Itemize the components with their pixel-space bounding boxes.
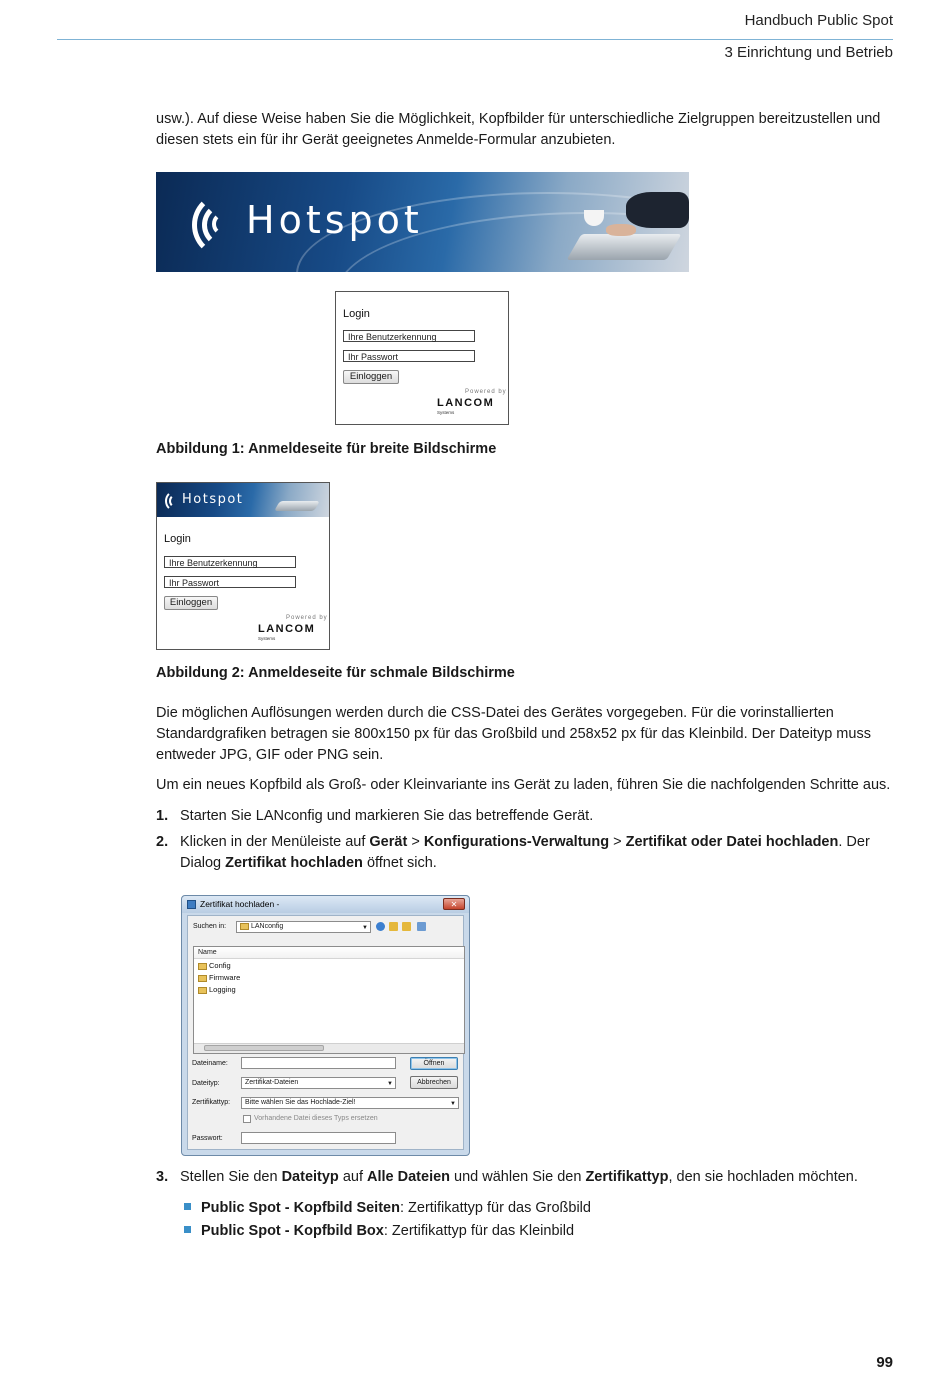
open-button[interactable]: Öffnen (410, 1057, 458, 1070)
step-number: 3. (156, 1169, 169, 1185)
step-text: Stellen Sie den Dateityp auf Alle Dateien und wählen Sie den Zertifikattyp, den sie hochladen möchten. (180, 1169, 858, 1185)
filename-input[interactable] (241, 1057, 396, 1069)
chevron-down-icon: ▼ (450, 1101, 456, 1107)
new-folder-icon[interactable] (402, 922, 411, 931)
bullet-item-1: Public Spot - Kopfbild Seiten: Zertifikattyp für das Großbild (184, 1198, 591, 1219)
lancom-systems-text: Systems (437, 410, 455, 415)
scrollbar-thumb[interactable] (204, 1045, 324, 1051)
lancom-logo: LANCOM (437, 397, 495, 409)
laptop-image (274, 501, 320, 511)
signal-arc-icon (169, 494, 183, 508)
horizontal-scrollbar[interactable] (194, 1043, 464, 1053)
menu-zertifikat-hochladen: Zertifikat oder Datei hochladen (625, 834, 839, 850)
lancom-systems-text: Systems (258, 636, 276, 641)
username-field[interactable]: Ihre Benutzerkennung (343, 330, 475, 342)
replace-label: Vorhandene Datei dieses Typs ersetzen (254, 1115, 378, 1122)
menu-geraet: Gerät (369, 834, 408, 850)
login-title: Login (343, 308, 370, 320)
password-label: Passwort: (192, 1135, 223, 1142)
bullet-square-icon (184, 1226, 191, 1233)
upload-certificate-dialog (181, 895, 470, 1156)
term-zertifikattyp: Zertifikattyp (585, 1169, 669, 1185)
folder-icon (240, 923, 249, 930)
login-box-small (156, 482, 330, 650)
chevron-down-icon: ▼ (387, 1081, 393, 1087)
column-header-name[interactable]: Name (194, 947, 464, 959)
up-folder-icon[interactable] (389, 922, 398, 931)
banner-logo-text: Hotspot (182, 492, 244, 507)
intro-paragraph: usw.). Auf diese Weise haben Sie die Möglichkeit, Kopfbilder für unterschiedliche Zielgruppen bereitzustellen und diesen stets ein für ihr Gerät geeignetes Anmelde-Formular anzubieten. (156, 111, 881, 148)
filetype-label: Dateityp: (192, 1080, 220, 1087)
step-1 (156, 806, 896, 827)
certtype-select[interactable]: Bitte wählen Sie das Hochlade-Ziel! ▼ (241, 1097, 459, 1109)
running-header-title: Handbuch Public Spot (744, 12, 893, 29)
banner-logo-text: Hotspot (246, 198, 423, 242)
chevron-down-icon: ▼ (362, 925, 368, 931)
window-icon (187, 900, 196, 909)
login-button[interactable]: Einloggen (343, 370, 399, 384)
filename-label: Dateiname: (192, 1060, 228, 1067)
file-list (193, 946, 465, 1054)
term-alle-dateien: Alle Dateien (367, 1169, 451, 1185)
login-box-large (335, 291, 509, 425)
lancom-logo: LANCOM (258, 623, 316, 635)
cancel-button[interactable]: Abbrechen (410, 1076, 458, 1089)
look-in-combo[interactable]: LANconfig ▼ (236, 921, 371, 933)
step-number: 2. (156, 834, 169, 850)
step-2 (156, 832, 896, 874)
back-icon[interactable] (376, 922, 385, 931)
menu-konfigurations-verwaltung: Konfigurations-Verwaltung (423, 834, 610, 850)
login-button[interactable]: Einloggen (164, 596, 218, 610)
username-field[interactable]: Ihre Benutzerkennung (164, 556, 296, 568)
header-rule (57, 39, 893, 40)
list-item[interactable]: Config (198, 961, 231, 970)
certtype-label: Zertifikattyp: (192, 1099, 231, 1106)
laptop-image (566, 234, 681, 260)
dialog-title: Zertifikat hochladen - (200, 899, 280, 909)
powered-by-text: Powered by (465, 389, 507, 395)
term-dateityp: Dateityp (281, 1169, 339, 1185)
password-field[interactable]: Ihr Passwort (164, 576, 296, 588)
filetype-select[interactable]: Zertifikat-Dateien ▼ (241, 1077, 396, 1089)
step-3 (156, 1167, 896, 1188)
close-button[interactable]: ✕ (443, 898, 465, 910)
view-menu-icon[interactable] (417, 922, 426, 931)
look-in-label: Suchen in: (193, 923, 227, 930)
list-item[interactable]: Firmware (198, 973, 240, 982)
list-item[interactable]: Logging (198, 985, 236, 994)
steps-intro-paragraph: Um ein neues Kopfbild als Groß- oder Kleinvariante ins Gerät zu laden, führen Sie die nachfolgenden Schritte aus. (156, 777, 891, 793)
bullet-item-2: Public Spot - Kopfbild Box: Zertifikattyp für das Kleinbild (184, 1221, 574, 1242)
step-text: Starten Sie LANconfig und markieren Sie das betreffende Gerät. (180, 808, 594, 824)
powered-by-text: Powered by (286, 615, 328, 621)
dialog-name: Zertifikat hochladen (225, 855, 363, 871)
figure2-caption: Abbildung 2: Anmeldeseite für schmale Bildschirme (156, 665, 515, 681)
step-text: Klicken in der Menüleiste auf Gerät > Konfigurations-Verwaltung > Zertifikat oder Datei hochladen. Der Dialog Zertifikat hochladen öffnet sich. (180, 834, 870, 871)
folder-icon (198, 987, 207, 994)
replace-checkbox[interactable] (243, 1115, 251, 1123)
hotspot-banner-small (157, 483, 329, 517)
page-number: 99 (876, 1354, 893, 1371)
dialog-titlebar (182, 896, 469, 913)
bullet-square-icon (184, 1203, 191, 1210)
figure1-caption: Abbildung 1: Anmeldeseite für breite Bildschirme (156, 441, 497, 457)
running-header-chapter: 3 Einrichtung und Betrieb (724, 44, 893, 61)
hotspot-banner-large (156, 172, 689, 272)
password-field[interactable]: Ihr Passwort (343, 350, 475, 362)
folder-icon (198, 963, 207, 970)
dialog-body (187, 915, 464, 1150)
password-input[interactable] (241, 1132, 396, 1144)
signal-arc-icon (212, 212, 236, 236)
step-number: 1. (156, 808, 169, 824)
folder-icon (198, 975, 207, 982)
resolutions-paragraph: Die möglichen Auflösungen werden durch die CSS-Datei des Gerätes vorgegeben. Für die vorinstallierten Standardgrafiken betragen sie 800x150 px für das Großbild und 258x52 px für das Kleinbild. Der Dateityp muss entweder JPG, GIF oder PNG sein. (156, 705, 871, 763)
login-title: Login (164, 533, 191, 545)
